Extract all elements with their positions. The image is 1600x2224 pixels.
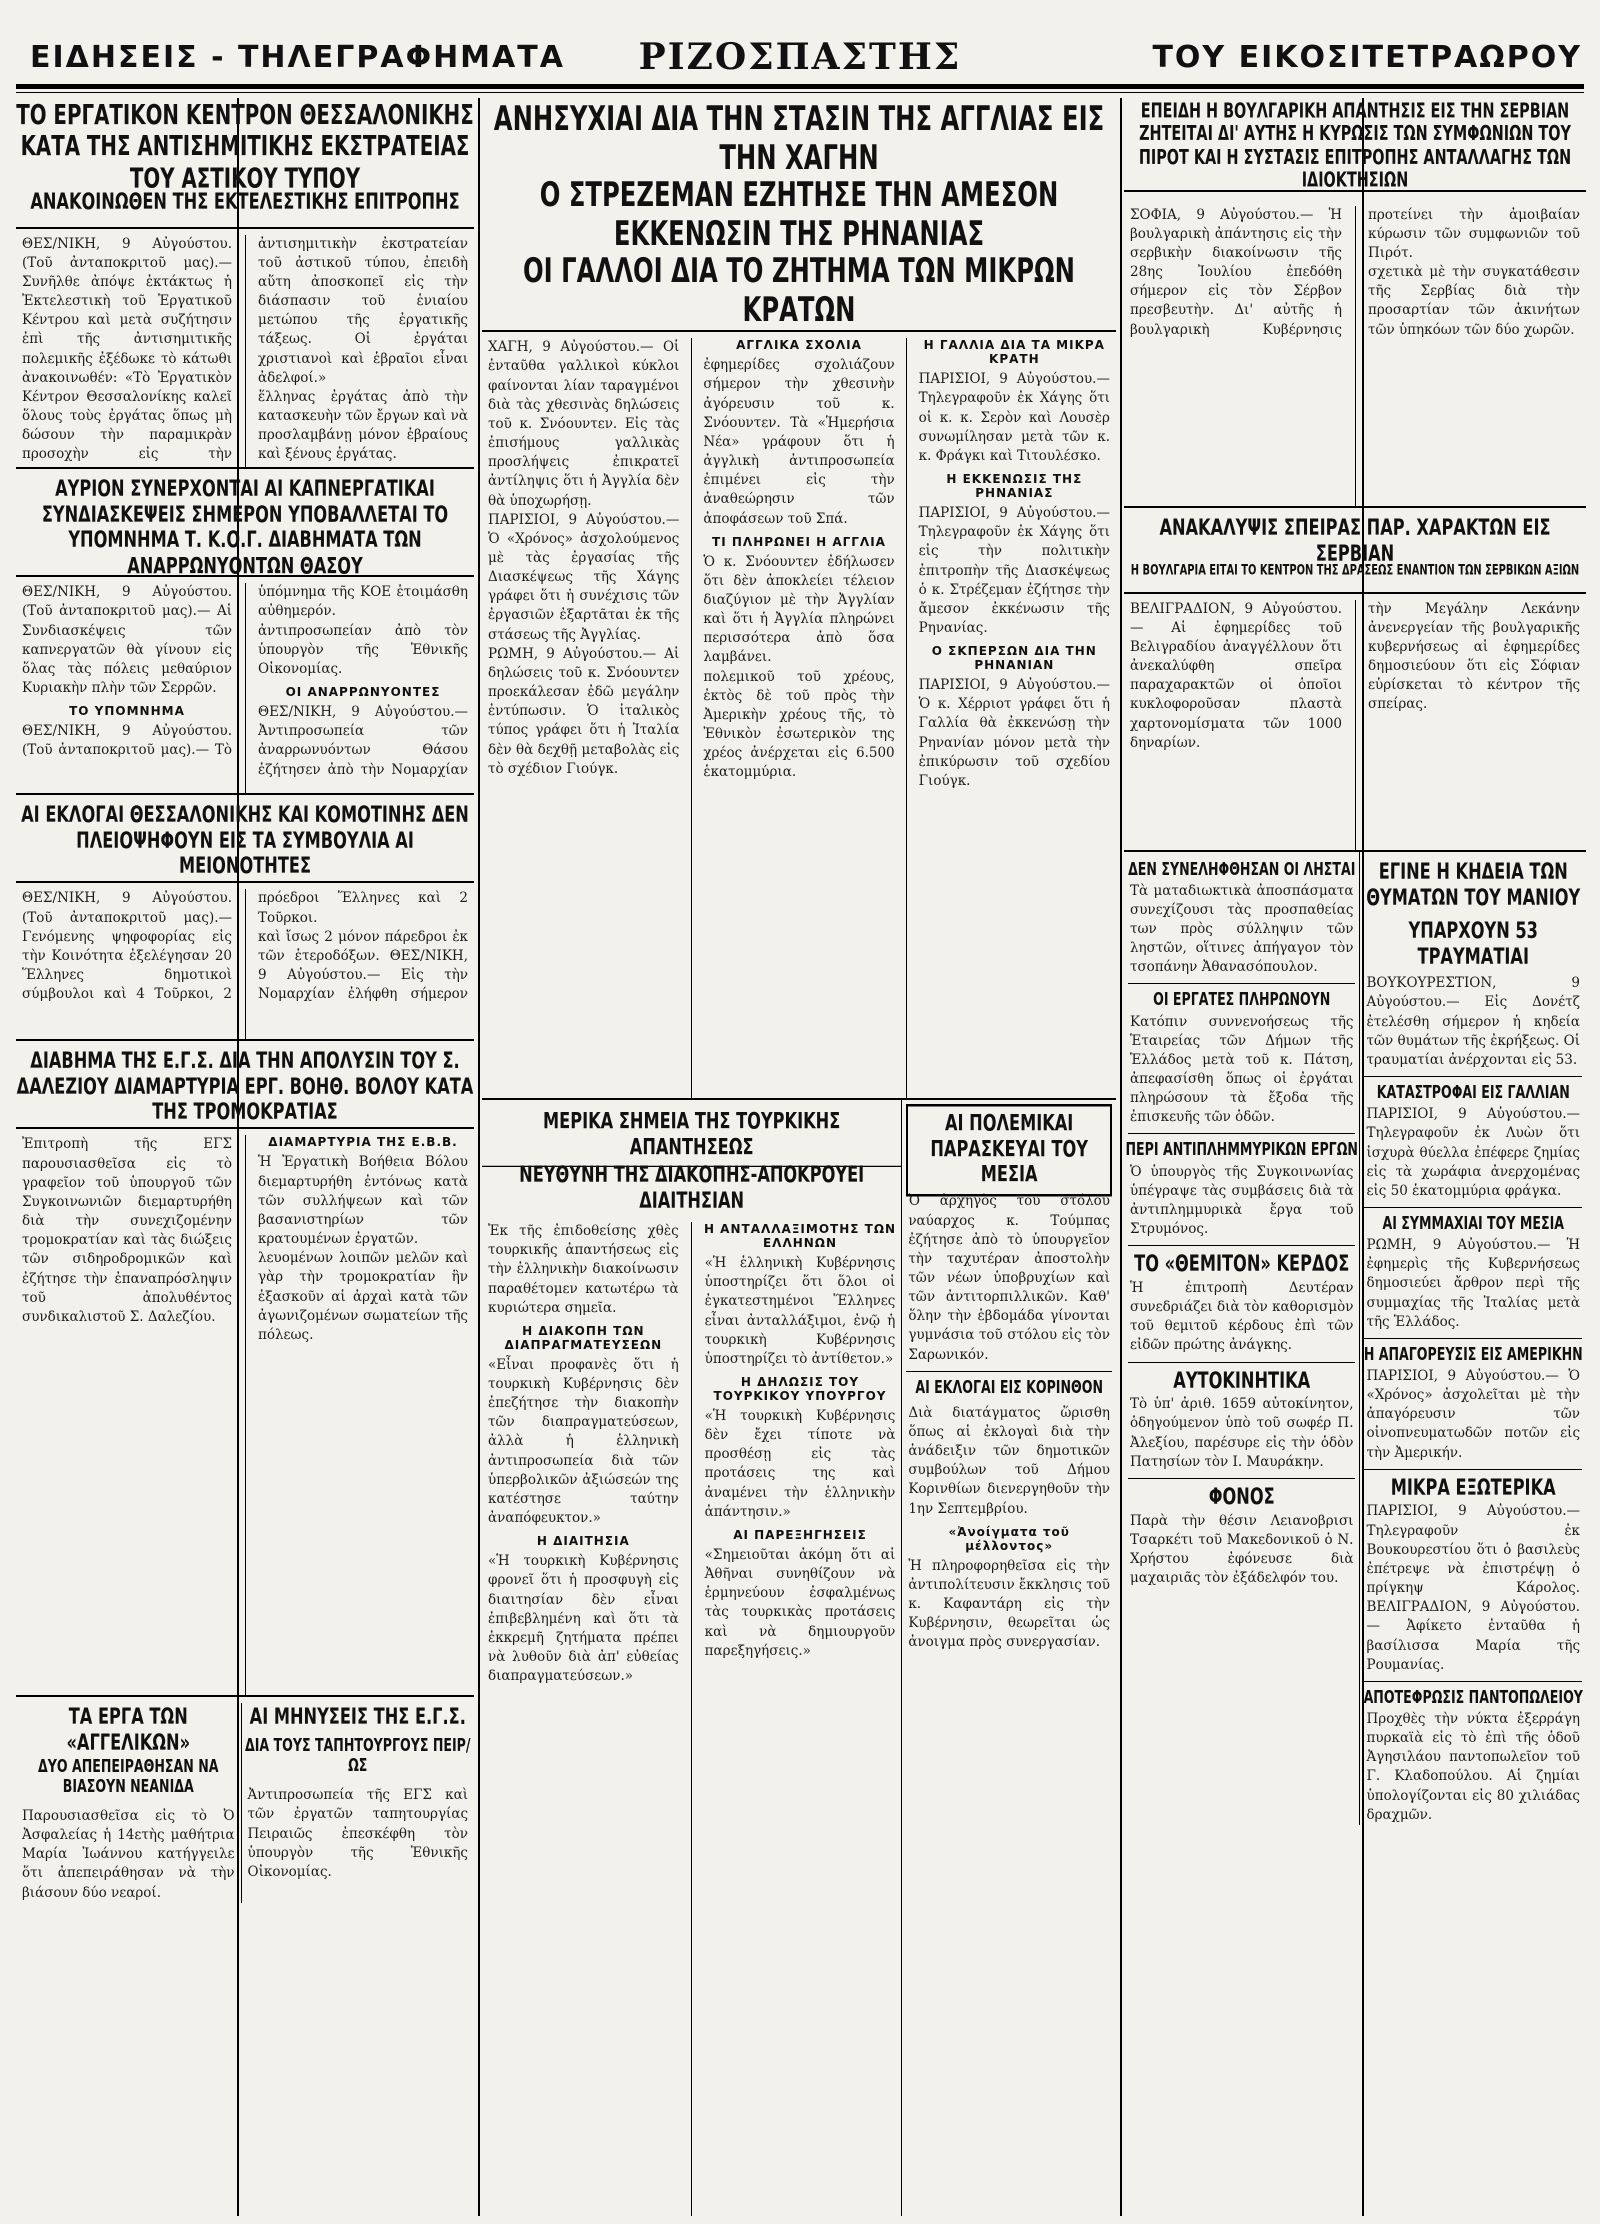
- masthead-rule: [16, 84, 1584, 89]
- divider: [1128, 1478, 1355, 1479]
- headline: ΑΙ ΣΥΜΜΑΧΙΑΙ ΤΟΥ ΜΕΣΙΑ: [1382, 1213, 1565, 1234]
- masthead-rule-thin: [16, 92, 1584, 93]
- divider: [1364, 1207, 1582, 1208]
- divider: [1128, 1362, 1355, 1363]
- article-text: Ὁ κ. Σνόουντεν ἐδήλωσεν ὅτι δὲν ἀποκλείει τέλειον διαζύγιον μὲ τὴν Ἀγγλίαν καὶ ὅτι ἡ Ἀγγλία πληρώνει περισσότερα ἀπὸ ὅσα λαμβάνει.: [703, 553, 895, 666]
- article-text: Προχθὲς τὴν νύκτα ἐξερράγη πυρκαϊὰ εἰς τὸ ἐπὶ τῆς ὁδοῦ Ἀγησιλάου παντοπωλεῖον τοῦ Γ. Κλαδοπούλου. Αἱ ζημίαι ὑπολογίζονται εἰς 80 χιλιάδας δραχμῶν.: [1366, 1710, 1580, 1823]
- headline: ΑΠΟΤΕΦΡΩΣΙΣ ΠΑΝΤΟΠΩΛΕΙΟΥ: [1363, 1687, 1583, 1708]
- headline: ΕΠΕΙΔΗ Η ΒΟΥΛΓΑΡΙΚΗ ΑΠΑΝΤΗΣΙΣ ΕΙΣ ΤΗΝ ΣΕΡΒΙΑΝ ΖΗΤΕΙΤΑΙ ΔΙ' ΑΥΤΗΣ Η ΚΥΡΩΣΙΣ ΤΩΝ ΣΥΜΦΩΝΙΩΝ ΤΟΥ ΠΙΡΟΤ ΚΑΙ Η ΣΥΣΤΑΣΙΣ ΕΠΙΤΡΟΠΗΣ ΑΝΤΑΛΛΑΓΗΣ ΤΩΝ ΙΔΙΟΚΤΗΣΙΩΝ: [1138, 98, 1572, 192]
- article-text: Ὁ ἀρχηγὸς τοῦ στόλου ναύαρχος κ. Τούμπας ἐζήτησε ἀπὸ τὸ ὑπουργεῖον τὴν ταχυτέραν ἀποστολὴν τῶν νέων ὑποβρυχίων καὶ τῶν ἀντιτορπιλλικῶν. Καθ' ὅλην τὴν ἑβδομάδα γίνονται γυμνάσια τοῦ στόλου εἰς τὸν Σαρωνικόν.: [908, 1193, 1110, 1363]
- article-text: ΒΟΥΚΟΥΡΕΣΤΙΟΝ, 9 Αὐγούστου.— Εἰς Δονέτζ ἐτελέσθη σήμερον ἡ κηδεία τῶν θυμάτων τῆς ἐκρήξεως. Οἱ τραυματίαι ἀνέρχονται εἰς 53.: [1366, 975, 1580, 1068]
- headline: ΑΙ ΕΚΛΟΓΑΙ ΕΙΣ ΚΟΡΙΝΘΟΝ: [915, 1377, 1103, 1398]
- article-body: [16, 235, 474, 467]
- headline: Ο ΣΤΡΕΖΕΜΑΝ ΕΖΗΤΗΣΕ ΤΗΝ ΑΜΕΣΟΝ ΕΚΚΕΝΩΣΙΝ ΤΗΣ ΡΗΝΑΝΙΑΣ: [539, 176, 1059, 254]
- headline: ΔΕΝ ΣΥΝΕΛΗΦΘΗΣΑΝ ΟΙ ΛΗΣΤΑΙ: [1128, 859, 1356, 880]
- article-text: Τὸ ὑπ' ἀριθ. 1659 αὐτοκίνητον, ὁδηγούμενον ὑπὸ τοῦ σωφέρ Π. Ἀλεξίου, παρέσυρε εἰς τὴν ὁδὸν Πατησίων τὸν Ι. Μαυράκην.: [1130, 1396, 1354, 1470]
- subheading: «Ἀνοίγματα τοῦ μέλλοντος»: [948, 1524, 1070, 1553]
- headline: ΜΙΚΡΑ ΕΞΩΤΕΡΙΚΑ: [1390, 1474, 1556, 1501]
- subheading: Η ΔΙΑΙΤΗΣΙΑ: [536, 1534, 630, 1549]
- headline: ΦΟΝΟΣ: [1208, 1483, 1275, 1510]
- article-text: ΠΑΡΙΣΙΟΙ, 9 Αὐγούστου.— Τηλεγραφοῦν ἐκ Χάγης ὅτι εἰς τὴν πολιτικὴν ἐπιτροπὴν τῆς Διασκέψεως ὁ κ. Στρέζεμαν ἐζήτησε τὴν ἄμεσον ἐκκένωσιν τῆς Ρηνανίας.: [918, 505, 1110, 636]
- article-tobacco: [16, 467, 474, 578]
- subheading: Η ΑΝΤΑΛΛΑΞΙΜΟΤΗΣ ΤΩΝ ΕΛΛΗΝΩΝ: [703, 1222, 897, 1251]
- article-text: ΠΑΡΙΣΙΟΙ, 9 Αὐγούστου.— Τηλεγραφοῦν ἐκ Λυὼν ὅτι ἰσχυρὰ θύελλα ἐπέφερε ζημίας εἰς τὰ χωράφια ἀνερχομένας εἰς 50 ἑκατομμύρια φράγκα.: [1366, 1106, 1580, 1199]
- subheading: Η ΕΚΚΕΝΩΣΙΣ ΤΗΣ ΡΗΝΑΝΙΑΣ: [946, 472, 1083, 501]
- divider: [1364, 1469, 1582, 1470]
- subheading: ΔΙΑΜΑΡΤΥΡΙΑ ΤΗΣ Ε.Β.Β.: [268, 1135, 458, 1150]
- article-text: Ἐκ τῆς ἐπιδοθείσης χθὲς τουρκικῆς ἀπαντήσεως εἰς τὴν ἑλληνικὴν διακοίνωσιν παραθέτομεν κατωτέρω τὰ κυριώτερα σημεῖα.: [488, 1223, 679, 1316]
- divider: [1128, 1245, 1355, 1246]
- article-text: «Ἡ τουρκικὴ Κυβέρνησις φρονεῖ ὅτι ἡ προσφυγὴ εἰς διαιτησίαν δὲν εἶναι ἐπιβεβλημένη καὶ ὅτι τὰ ἐκκρεμῆ ζητήματα πρέπει νὰ λυθοῦν διὰ ἀπ' εὐθείας διαπραγματεύσεων.»: [488, 1553, 679, 1685]
- subheading: ΤΙ ΠΛΗΡΩΝΕΙ Η ΑΓΓΛΙΑ: [712, 534, 886, 549]
- subheadline: ΔΥΟ ΑΠΕΠΕΙΡΑΘΗΣΑΝ ΝΑ ΒΙΑΣΟΥΝ ΝΕΑΝΙΔΑ: [38, 1756, 219, 1797]
- article-text: ΣΟΦΙΑ, 9 Αὐγούστου.— Ἡ βουλγαρικὴ ἀπάντησις εἰς τὴν σερβικὴν διακοίνωσιν τῆς 28ης Ἰουλίου ἐπεδόθη σήμερον εἰς τὸν Σέρβον πρεσβευτὴν. Δι' αὐτῆς ἡ βουλγαρικὴ Κυβέρνησις προτείνει τὴν ἀμοιβαίαν κύρωσιν τῶν συμφωνιῶν τοῦ Πιρότ.: [1130, 206, 1580, 338]
- headline: Η ΑΠΑΓΟΡΕΥΣΙΣ ΕΙΣ ΑΜΕΡΙΚΗΝ: [1363, 1344, 1583, 1365]
- headline: ΟΙ ΕΡΓΑΤΕΣ ΠΛΗΡΩΝΟΥΝ: [1153, 990, 1331, 1011]
- article-text: Ἐπιτροπὴ τῆς ΕΓΣ παρουσιασθεῖσα εἰς τὸ γραφεῖον τοῦ ὑπουργοῦ τῶν Συγκοινωνιῶν διεμαρτυρήθη διὰ τὴν συνεχιζομένην τρομοκρατίαν καὶ τὰς διώξεις τῶν σιδηροδρομικῶν καὶ ἐζήτησε τὴν ἐπαναπρόσληψιν τοῦ ἀπολυθέντος συνδικαλιστοῦ Σ. Δαλεζίου.: [22, 1136, 232, 1325]
- subheading: Η ΔΙΑΚΟΠΗ ΤΩΝ ΔΙΑΠΡΑΓΜΑΤΕΥΣΕΩΝ: [504, 1323, 663, 1352]
- headline: ΝΕΥΘΥΝΗ ΤΗΣ ΔΙΑΚΟΠΗΣ-ΑΠΟΚΡΟΥΕΙ ΔΙΑΙΤΗΣΙΑΝ: [519, 1161, 865, 1214]
- headline: ΤΟ «ΘΕΜΙΤΟΝ» ΚΕΡΔΟΣ: [1134, 1250, 1350, 1278]
- subheading: Η ΔΗΛΩΣΙΣ ΤΟΥ ΤΟΥΡΚΙΚΟΥ ΥΠΟΥΡΓΟΥ: [713, 1374, 887, 1403]
- subheading: ΑΓΓΛΙΚΑ ΣΧΟΛΙΑ: [736, 338, 862, 353]
- article-text: καὶ ἴσως 2 μόνον πάρεδροι ἐκ τῶν ἑτεροδόξων. ΘΕΣ/ΝΙΚΗ, 9 Αὐγούστου.— Εἰς τὴν Νομαρχίαν ἐλήφθη σήμερον: [258, 928, 468, 1003]
- article-carpet: [241, 1703, 474, 1902]
- article-text: σχετικὰ μὲ τὴν συγκατάθεσιν τῆς Σερβίας διὰ τὴν προσαρτίαν τῶν ἀκινήτων τῶν ὑπηκόων τῶν δύο χωρῶν.: [1368, 264, 1580, 338]
- article-text: ΠΑΡΙΣΙΟΙ, 9 Αὐγούστου.— Ὁ κ. Χέρριοτ γράφει ὅτι ἡ Γαλλία θὰ ἐκκενώσῃ τὴν Ρηνανίαν μόνον μετὰ τὴν ἐπικύρωσιν τοῦ σχεδίου Γιούγκ.: [918, 677, 1110, 789]
- article-text: Ἡ πληροφορηθεῖσα εἰς τὴν ἀντιπολίτευσιν ἔκκλησις τοῦ κ. Καφαντάρη εἰς τὴν Κυβέρνησιν, θεωρεῖται ὡς ἀνοιγμα πρὸς συνεργασίαν.: [908, 1557, 1110, 1651]
- headline: ΑΝΑΚΑΛΥΨΙΣ ΣΠΕΙΡΑΣ ΠΑΡ. ΧΑΡΑΚΤΩΝ ΕΙΣ ΣΕΡΒΙΑΝ: [1159, 514, 1551, 567]
- article-egs: [16, 1039, 474, 1129]
- article-bulgaria: [1124, 100, 1586, 192]
- article-text: «Ἡ ἑλληνικὴ Κυβέρνησις ὑποστηρίζει ὅτι ὅλοι οἱ ἐγκατεστημένοι Ἕλληνες εἶναι ἀνταλλάξιμοι, ἐνῷ ἡ τουρκικὴ Κυβέρνησις ὑποστηρίζει τὸ ἀντίθετον.»: [704, 1255, 896, 1367]
- article-text: τὴν Μεγάλην Λεκάνην ἀνενεργείαν τῆς βουλγαρικῆς κυβερνήσεως αἱ ἐφημερίδες δημοσιεύουν ὅτι εἰς Σόφιαν εὑρίσκεται τὸ κέντρον τῆς σπείρας.: [1368, 600, 1580, 713]
- article-text: Ἀντιπροσωπεία τῆς ΕΓΣ καὶ τῶν ἐργατῶν ταπητουργίας Πειραιῶς ἐπεσκέφθη τὸν ὑπουργὸν τῆς Ἐθνικῆς Οἰκονομίας.: [247, 1787, 468, 1880]
- masthead: [0, 0, 1600, 80]
- article-hague: [482, 100, 1116, 332]
- article-text: Παρουσιασθεῖσα εἰς τὸ Ὀ Ἀσφαλείας ἡ 14ετὴς μαθήτρια Μαρία Ἰωάννου κατήγγειλε ὅτι ἀπεπειράθησαν νὰ τὴν βιάσουν δύο νεαροί.: [22, 1808, 235, 1901]
- subheadline: ΔΙΑ ΤΟΥΣ ΤΑΠΗΤΟΥΡΓΟΥΣ ΠΕΙΡ/ΩΣ: [244, 1736, 471, 1777]
- divider: [906, 1371, 1112, 1372]
- article-body: [1124, 600, 1586, 850]
- article-counterfeit: [1124, 506, 1586, 594]
- article-text: Ἡ Ἐργατικὴ Βοήθεια Βόλου διεμαρτυρήθη ἐντόνως κατὰ τῶν συλλήψεων καὶ τῶν βασανιστηρίων τῶν κρατουμένων ἐργατῶν.: [258, 1154, 468, 1248]
- article-text: ἕλληνας ἐργάτας ἀπὸ τὴν κατασκευὴν τῶν ἔργων καὶ νὰ προσλαμβάνῃ μόνον ἑβραίους καὶ ξένους ἐργάτας.: [258, 388, 468, 463]
- section-subtitle: ΤΟΥ ΕΙΚΟΣΙΤΕΤΡΑΩΡΟΥ: [1152, 40, 1582, 75]
- article-text: Κατόπιν συννενοήσεως τῆς Ἑταιρείας τῶν Δήμων τῆς Ἑλλάδος μετὰ τοῦ κ. Πάτση, ἀπεφασίσθη ὅπως οἱ ἐργάται πληρώσουν τὰ ἔξοδα τῆς ἐπισκευῆς τῶν ὁδῶν.: [1130, 1013, 1354, 1126]
- headline: ΕΓΙΝΕ Η ΚΗΔΕΙΑ ΤΩΝ ΘΥΜΑΤΩΝ ΤΟΥ ΜΑΝΙΟΥ: [1366, 858, 1581, 911]
- article-text: ΘΕΣ/ΝΙΚΗ, 9 Αὐγούστου. (Τοῦ ἀνταποκριτοῦ μας).— Τὸ ὑπόμνημα τῆς ΚΟΕ ἑτοιμάσθη αὐθημερόν.: [22, 584, 468, 759]
- right-col-b: [1359, 852, 1586, 1825]
- article-text: λευομένων λοιπῶν μελῶν καὶ γὰρ τὴν τρομοκρατίαν ἣν ἐξασκοῦν αἱ ἀρχαὶ κατὰ τῶν ἀγωνιζομένων σωματείων τῆς πόλεως.: [258, 1250, 468, 1343]
- article-text: ΠΑΡΙΣΙΟΙ, 9 Αὐγούστου.— Τηλεγραφοῦν ἐκ Βουκουρεστίου ὅτι ὁ βασιλεὺς ἐπέτρεψε νὰ ἐπιστρέψῃ ὁ πρίγκηψ Κάρολος. ΒΕΛΙΓΡΑΔΙΟΝ, 9 Αὐγούστου.— Ἀφίκετο ἐνταῦθα ἡ βασίλισσα Μαρία τῆς Ρουμανίας.: [1366, 1503, 1580, 1673]
- subheading: Η ΓΑΛΛΙΑ ΔΙΑ ΤΑ ΜΙΚΡΑ ΚΡΑΤΗ: [923, 338, 1105, 367]
- headline: ΑΝΗΣΥΧΙΑΙ ΔΙΑ ΤΗΝ ΣΤΑΣΙΝ ΤΗΣ ΑΓΓΛΙΑΣ ΕΙΣ ΤΗΝ ΧΑΓΗΝ: [493, 100, 1105, 178]
- article-body: [16, 583, 474, 793]
- headline: ΑΥΤΟΚΙΝΗΤΙΚΑ: [1173, 1367, 1311, 1394]
- section-title: ΕΙΔΗΣΕΙΣ - ΤΗΛΕΓΡΑΦΗΜΑΤΑ: [30, 40, 565, 75]
- article-text: «Σημειοῦται ἀκόμη ὅτι αἱ Ἀθῆναι συνηθίζουν νὰ ἑρμηνεύουν ἐσφαλμένως τὰς τουρκικὰς προτάσεις καὶ νὰ δημιουργοῦν παρεξηγήσεις.»: [704, 1546, 896, 1659]
- article-aggelika: [16, 1703, 241, 1902]
- column-separator: [478, 98, 480, 2216]
- article-body: [16, 889, 474, 1039]
- subheading: ΤΟ ΥΠΟΜΝΗΜΑ: [69, 704, 185, 719]
- headline: ΜΕΡΙΚΑ ΣΗΜΕΙΑ ΤΗΣ ΤΟΥΡΚΙΚΗΣ ΑΠΑΝΤΗΣΕΩΣ: [482, 1102, 901, 1167]
- article-body: [16, 1135, 474, 1695]
- headline: ΔΙΑΒΗΜΑ ΤΗΣ Ε.Γ.Σ. ΔΙΑ ΤΗΝ ΑΠΟΛΥΣΙΝ ΤΟΥ Σ. ΔΑΛΕΖΙΟΥ ΔΙΑΜΑΡΤΥΡΙΑ ΕΡΓ. ΒΟΗΘ. ΒΟΛΟΥ ΚΑΤΑ ΤΗΣ ΤΡΟΜΟΚΡΑΤΙΑΣ: [16, 1048, 474, 1127]
- divider: [1364, 1681, 1582, 1682]
- article-text: ΒΕΛΙΓΡΑΔΙΟΝ, 9 Αὐγούστου.— Αἱ ἐφημερίδες τοῦ Βελιγραδίου ἀναγγέλλουν ὅτι ἀνεκαλύφθη σπεῖρα παραχαρακτῶν οἱ ὁποῖοι κυκλοφοροῦσαν πλαστὰ χαρτονομίσματα τῶν 1000 δηναρίων.: [1130, 600, 1342, 751]
- article-turkish-reply: [482, 1100, 901, 2216]
- center-section: [482, 98, 1116, 2216]
- subheading: ΟΙ ΑΝΑΡΡΩΝΥΟΝΤΕΣ: [285, 685, 441, 700]
- article-text: ΘΕΣ/ΝΙΚΗ, 9 Αὐγούστου.— Ἀντιπροσωπεία τῶν ἀναρρωνυόντων Θάσου ἐζήτησεν ἀπὸ τὴν Νομαρχίαν: [258, 704, 468, 778]
- right-col-a: [1124, 852, 1359, 1825]
- article-text: πολεμικοῦ τοῦ χρέους, ἐκτὸς δὲ τοῦ πρὸς τὴν Ἀμερικὴν χρέους τῆς, τὸ Ἐθνικὸν ἐσωτερικὸν της χρέος ἀνέρχεται εἰς 6.500 ἑκατομμύρια.: [703, 668, 895, 781]
- article-text: Τὰ ματαδιωκτικὰ ἀποσπάσματα συνεχίζουσι τὰς προσπαθείας των πρὸς σύλληψιν τῶν ληστῶν, οἵτινες ἀπήγαγον τὸν τσοπάνην Ἀθανασόπουλον.: [1130, 882, 1354, 976]
- center-lower: [482, 1098, 1116, 2216]
- subheadline: Η ΒΟΥΛΓΑΡΙΑ ΕΙΤΑΙ ΤΟ ΚΕΝΤΡΟΝ ΤΗΣ ΔΡΑΣΕΩΣ ΕΝΑΝΤΙΟΝ ΤΩΝ ΣΕΡΒΙΚΩΝ ΑΞΙΩΝ: [1130, 561, 1580, 578]
- article-text: ΠΑΡΙΣΙΟΙ, 9 Αὐγούστου.— Ὁ «Χρόνος» ἀσχολεῖται μὲ τὴν ἀπαγόρευσιν τῶν οἰνοπνευματωδῶν ποτῶν εἰς τὴν Ἀμερικήν.: [1366, 1367, 1580, 1461]
- article-workers-center: [16, 100, 474, 229]
- divider: [1128, 1133, 1355, 1134]
- article-text: ΘΕΣ/ΝΙΚΗ, 9 Αὐγούστου. (Τοῦ ἀνταποκριτοῦ μας).— Αἱ Συνδιασκέψεις τῶν καπνεργατῶν θὰ γίνουν εἰς ὅλας τὰς πόλεις μεθαύριον Κυριακὴν πλὴν τῶν Σερρῶν.: [22, 584, 232, 697]
- article-text: ΧΑΓΗ, 9 Αὐγούστου.— Οἱ ἐνταῦθα γαλλικοὶ κύκλοι φαίνονται λίαν ταραγμένοι διὰ τὰς χθεσινὰς δηλώσεις τοῦ κ. Σνόουντεν. Εἰς τὰς ἐπισήμους γαλλικὰς προσλήψεις ἐπικρατεῖ ἀντίληψις ὅτι ἡ Ἀγγλία δὲν θὰ ὑποχωρήσῃ.: [488, 339, 680, 509]
- headline: ΠΕΡΙ ΑΝΤΙΠΛΗΜΜΥΡΙΚΩΝ ΕΡΓΩΝ: [1125, 1140, 1358, 1161]
- right-section: [1124, 98, 1586, 2216]
- headline: ΑΥΡΙΟΝ ΣΥΝΕΡΧΟΝΤΑΙ ΑΙ ΚΑΠΝΕΡΓΑΤΙΚΑΙ ΣΥΝΔΙΑΣΚΕΨΕΙΣ ΣΗΜΕΡΟΝ ΥΠΟΒΑΛΛΕΤΑΙ ΤΟ ΥΠΟΜΝΗΜΑ Τ. Κ.Ο.Γ. ΔΙΑΒΗΜΑΤΑ ΤΩΝ ΑΝΑΡΡΩΝΥΟΝΤΩΝ ΘΑΣΟΥ: [41, 475, 449, 580]
- article-text: ΠΑΡΙΣΙΟΙ, 9 Αὐγούστου.— Τηλεγραφοῦν ἐκ Χάγης ὅτι οἱ κ. κ. Σερὸν καὶ Λουσὲρ συνωμίλησαν μετὰ τῶν κ. κ. Φράγκι καὶ Τιτουλέσκο.: [918, 371, 1110, 464]
- article-text: «Ἡ τουρκικὴ Κυβέρνησις δὲν ἔχει τίποτε νὰ προσθέσῃ εἰς τὰς προτάσεις της καὶ ἀναμένει τὴν ἑλληνικὴν ἀπάντησιν.»: [704, 1407, 896, 1520]
- divider: [1128, 983, 1355, 984]
- article-text: «Εἶναι προφανὲς ὅτι ἡ τουρκικὴ Κυβέρνησις δὲν ἐπεζήτησε τὴν διακοπὴν τῶν διαπραγματεύσεων, ἀλλὰ ἡ ἑλληνικὴ ἀντιπροσωπεία διὰ τῶν ὑπερβολικῶν ἀξιώσεών της κατέστησε ταύτην ἀναπόφευκτον.»: [488, 1356, 679, 1527]
- headline: ΑΙ ΕΚΛΟΓΑΙ ΘΕΣΣΑΛΟΝΙΚΗΣ ΚΑΙ ΚΟΜΟΤΙΝΗΣ ΔΕΝ ΠΛΕΙΟΨΗΦΟΥΝ ΕΙΣ ΤΑ ΣΥΜΒΟΥΛΙΑ ΑΙ ΜΕΙΟΝΟΤΗΤΕΣ: [21, 802, 469, 881]
- article-text: ἐφημερίδες σχολιάζουν σήμερον τὴν χθεσινὴν ἀγόρευσιν τοῦ κ. Σνόουντεν. Τὰ «Ἡμερήσια Νέα» γράφουν ὅτι ἡ ἀγγλικὴ ἀντιπροσωπεία ἐπιμένει εἰς τὴν ἀναθεώρησιν τῶν ἀποφάσεων τοῦ Σπά.: [703, 357, 895, 527]
- article-elections: [16, 793, 474, 883]
- divider: [1364, 1338, 1582, 1339]
- bottom-row: [16, 1695, 474, 1902]
- headline: ΑΙ ΜΗΝΥΣΕΙΣ ΤΗΣ Ε.Γ.Σ.: [249, 1704, 466, 1731]
- column-separator: [1120, 98, 1122, 2216]
- article-text: ΠΑΡΙΣΙΟΙ, 9 Αὐγούστου.— Ὁ «Χρόνος» ἀσχολούμενος μὲ τὰς ἐργασίας τῆς Διασκέψεως τῆς Χάγης γράφει ὅτι ἡ συνέχισις τῶν ἐργασιῶν ἐξαρτᾶται ἐκ τῆς στάσεως τῆς Ἀγγλίας.: [488, 511, 680, 643]
- article-text: Παρὰ τὴν θέσιν Λειανοβρισι Τσαρκέτι τοῦ Μακεδονικοῦ ὁ Ν. Χρήστου ἐφόνευσε διὰ μαχαιριᾶς τὸν ἐξάδελφόν του.: [1130, 1512, 1354, 1586]
- article-text: ἀντιπροσωπείαν ἀπὸ τὸν ὑπουργὸν τῆς Ἐθνικῆς Οἰκονομίας.: [258, 622, 468, 677]
- headline: ΑΙ ΠΟΛΕΜΙΚΑΙ ΠΑΡΑΣΚΕΥΑΙ ΤΟΥ ΜΕΣΙΑ: [906, 1104, 1112, 1197]
- headline: ΚΑΤΑΣΤΡΟΦΑΙ ΕΙΣ ΓΑΛΛΙΑΝ: [1376, 1083, 1570, 1104]
- divider: [1364, 1076, 1582, 1077]
- left-section: [16, 98, 474, 2216]
- article-body: [1124, 206, 1586, 506]
- article-text: Ὁ ὑπουργὸς τῆς Συγκοινωνίας ὑπέγραψε τὰς συμβάσεις διὰ τὰ ἀντιπλημμυρικὰ ἔργα τοῦ Στρυμόνος.: [1130, 1163, 1354, 1238]
- article-text: Διὰ διατάγματος ὥρισθη ὅπως αἱ ἐκλογαὶ διὰ τὴν ἀνάδειξιν τῶν δημοτικῶν συμβούλων τοῦ Δήμου Κορινθίων διενεργηθοῦν τὴν 1ην Σεπτεμβρίου.: [908, 1404, 1110, 1517]
- article-text: Ἡ ἐπιτροπὴ Δευτέραν συνεδριάζει διὰ τὸν καθορισμὸν τοῦ θεμιτοῦ κέρδους ἐπὶ τῶν εἰδῶν πρώτης ἀνάγκης.: [1130, 1279, 1354, 1354]
- article-text: ΘΕΣ/ΝΙΚΗ, 9 Αὐγούστου. (Τοῦ ἀνταποκριτοῦ μας).— Συνῆλθε ἀπόψε ἐκτάκτως ἡ Ἐκτελεστικὴ τοῦ Ἐργατικοῦ Κέντρου καὶ μετὰ συζήτησιν ἐπὶ τῆς ἀντισημιτικῆς πολεμικῆς ἐξέδωκε τὸ κάτωθι ἀνακοινωθέν: «Τὸ Ἐργατικὸν Κέντρον Θεσσαλονίκης καλεῖ ὅλους τοὺς ἐργάτας ὅπως μὴ δώσουν τὴν παραμικρὰν προσοχὴν εἰς τὴν ἀντισημιτικὴν ἐκστρατείαν τοῦ ἀστικοῦ τύπου, ἐπειδὴ αὕτη ἀποσκοπεῖ εἰς τὴν διάσπασιν τοῦ ἑνιαίου μετώπου τῆς ἐργατικῆς τάξεως. Οἱ ἐργάται χριστιανοὶ καὶ ἑβραῖοι εἶναι ἀδελφοί.»: [22, 235, 468, 463]
- headline: ΤΟ ΕΡΓΑΤΙΚΟΝ ΚΕΝΤΡΟΝ ΘΕΣΣΑΛΟΝΙΚΗΣ ΚΑΤΑ ΤΗΣ ΑΝΤΙΣΗΜΙΤΙΚΗΣ ΕΚΣΤΡΑΤΕΙΑΣ ΤΟΥ ΑΣΤΙΚΟΥ ΤΥΠΟΥ: [16, 100, 474, 195]
- headline: ΟΙ ΓΑΛΛΟΙ ΔΙΑ ΤΟ ΖΗΤΗΜΑ ΤΩΝ ΜΙΚΡΩΝ ΚΡΑΤΩΝ: [523, 252, 1075, 330]
- article-text: ΡΩΜΗ, 9 Αὐγούστου.— Ἡ ἐφημερὶς τῆς Κυβερνήσεως δημοσιεύει ἄρθρον περὶ τῆς συμμαχίας τῆς Ἰταλίας μετὰ τῆς Ἑλλάδος.: [1366, 1237, 1580, 1330]
- article-text: ΘΕΣ/ΝΙΚΗ, 9 Αὐγούστου. (Τοῦ ἀνταποκριτοῦ μας).— Γενόμενης ψηφοφορίας εἰς τὴν Κοινότητα ἐξελέγησαν 20 Ἕλληνες δημοτικοὶ σύμβουλοι καὶ 4 Τοῦρκοι, 2 πρόεδροι Ἕλληνες καὶ 2 Τοῦρκοι.: [22, 890, 468, 1003]
- article-body: [482, 1222, 901, 2216]
- article-mesia: [901, 1100, 1116, 2216]
- newspaper-name: ΡΙΖΟΣΠΑΣΤΗΣ: [638, 36, 962, 78]
- article-text: ΡΩΜΗ, 9 Αὐγούστου.— Αἱ δηλώσεις τοῦ κ. Σνόουντεν προεκάλεσαν ἐδῶ μεγάλην ἐντύπωσιν. Ὁ ἰταλικὸς τύπος γράφει ὅτι ἡ Ἰταλία δὲν θὰ δεχθῇ μεταβολὰς εἰς τὸ σχέδιον Γιούγκ.: [488, 645, 680, 777]
- subheading: ΑΙ ΠΑΡΕΞΗΓΗΣΕΙΣ: [733, 1527, 867, 1542]
- subheadline: ΥΠΑΡΧΟΥΝ 53 ΤΡΑΥΜΑΤΙΑΙ: [1408, 917, 1538, 970]
- subheading: Ο ΣΚΠΕΡΣΩΝ ΔΙΑ ΤΗΝ ΡΗΝΑΝΙΑΝ: [931, 644, 1097, 673]
- headline: ΤΑ ΕΡΓΑ ΤΩΝ «ΑΓΓΕΛΙΚΩΝ»: [66, 1704, 191, 1757]
- subheadline: ΑΝΑΚΟΙΝΩΘΕΝ ΤΗΣ ΕΚΤΕΛΕΣΤΙΚΗΣ ΕΠΙΤΡΟΠΗΣ: [30, 188, 460, 215]
- right-lower: [1124, 850, 1586, 1825]
- article-body: [482, 338, 1116, 1098]
